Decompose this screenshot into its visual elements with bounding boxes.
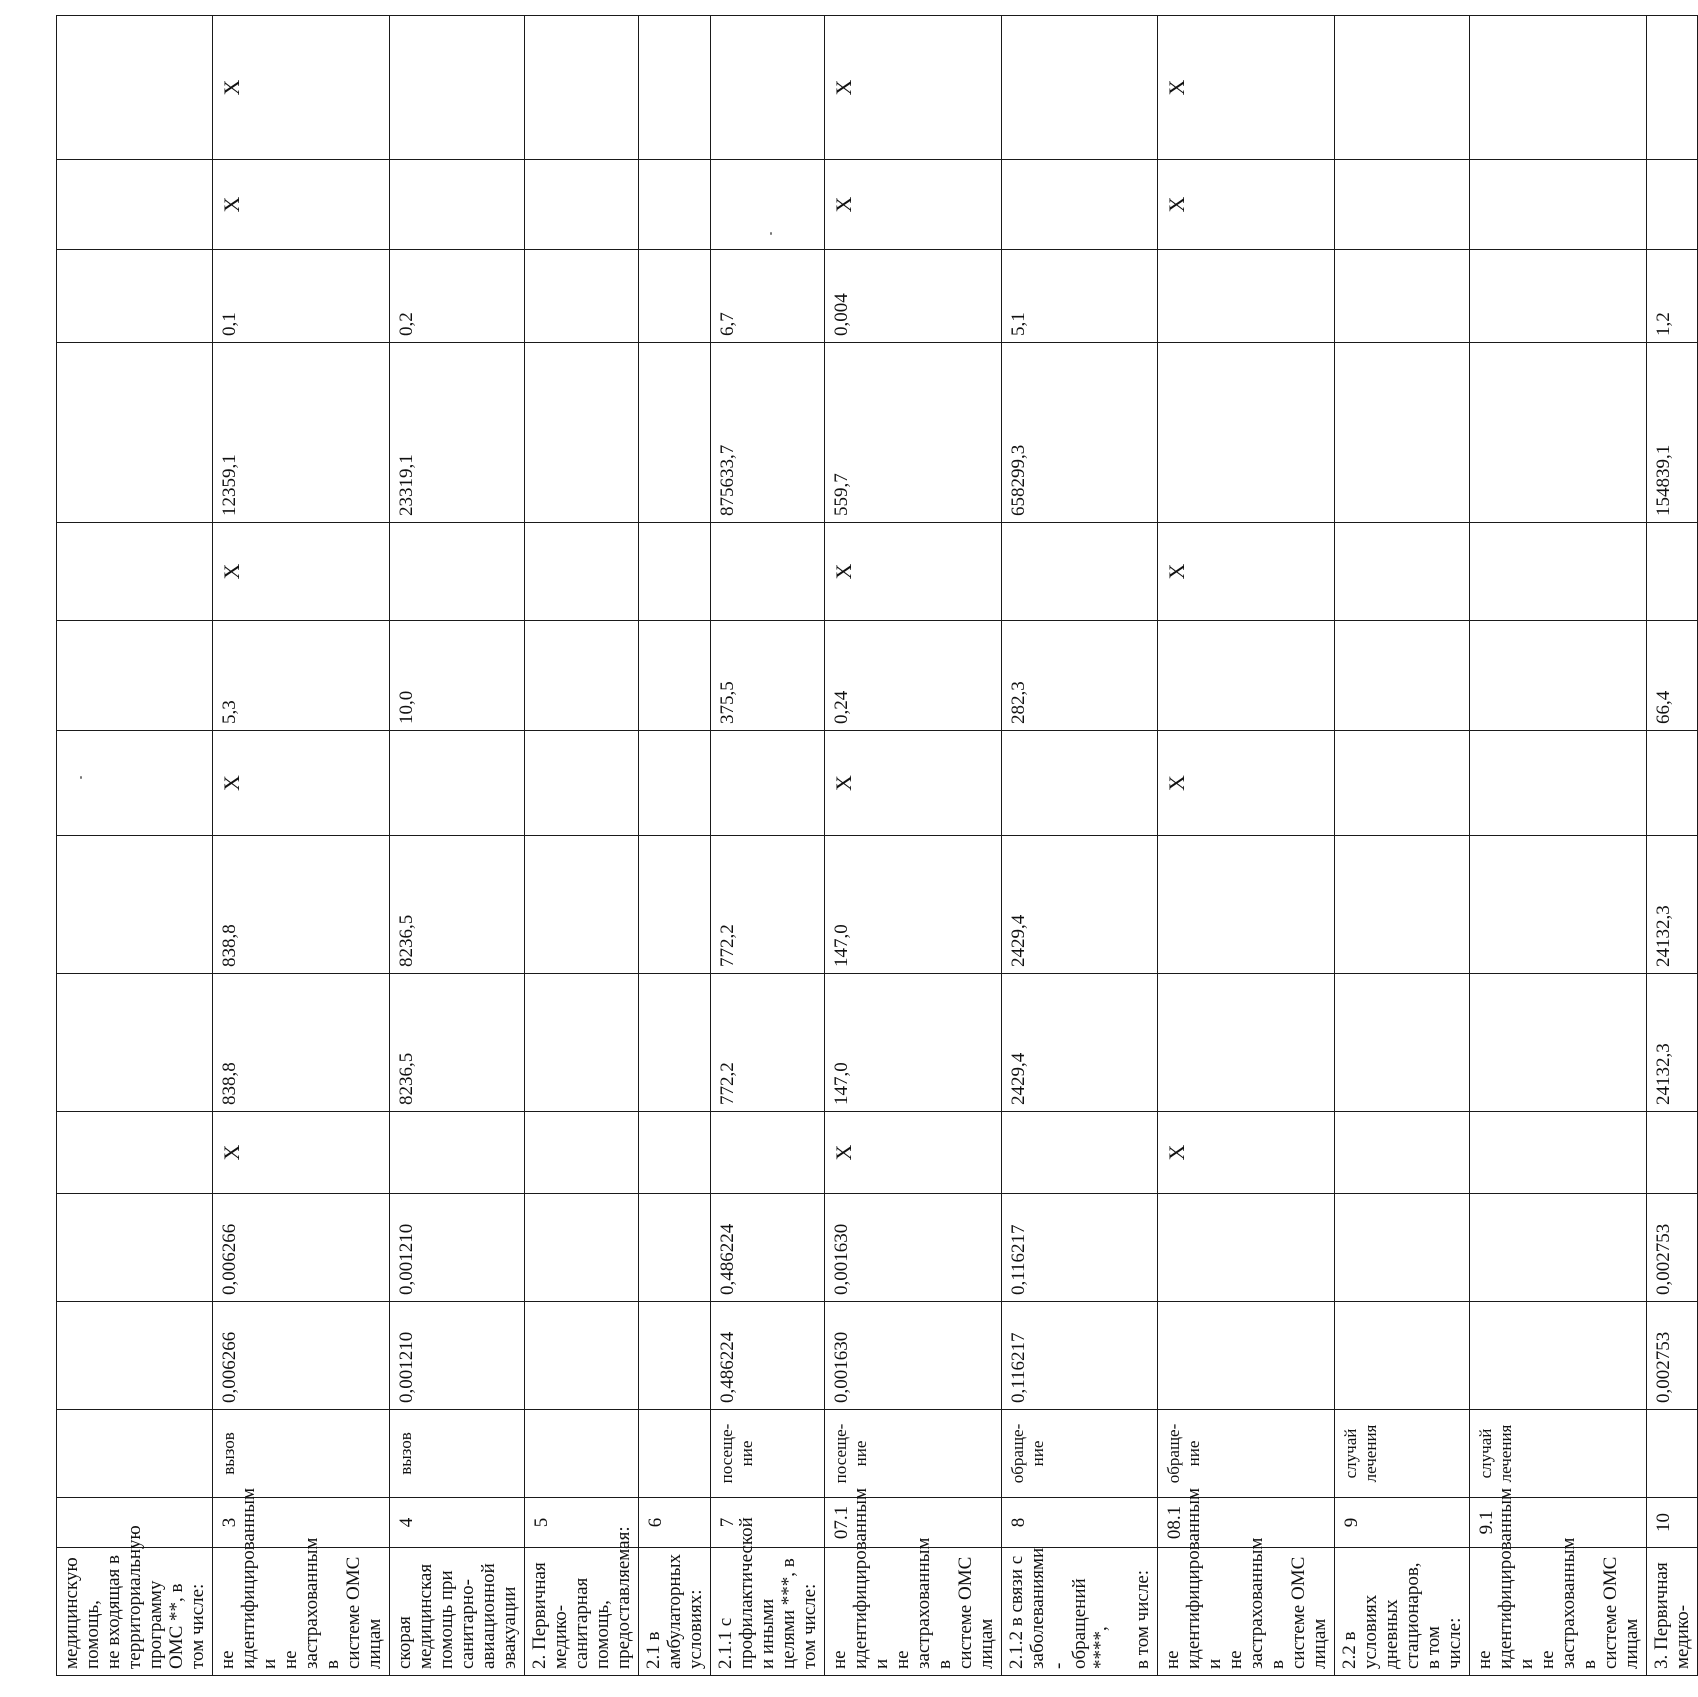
- value-cell: 12359,1: [213, 343, 390, 523]
- row-number: 10: [1647, 1498, 1698, 1548]
- value-cell: 0,002753: [1647, 1302, 1698, 1410]
- value-cell: [1335, 1112, 1470, 1194]
- value-cell: 0,1: [213, 250, 390, 343]
- value-cell: 24132,3: [1647, 974, 1698, 1112]
- table-row: [1647, 16, 1698, 1676]
- value-cell: 2429,4: [1002, 974, 1158, 1112]
- value-cell: 10,0: [390, 621, 525, 731]
- value-cell: 5,3: [213, 621, 390, 731]
- value-cell: 0,004: [825, 250, 1002, 343]
- value-cell: [1470, 1112, 1647, 1194]
- value-cell: X: [213, 731, 390, 836]
- value-cell: X: [1158, 523, 1335, 621]
- table-row: [1335, 16, 1470, 1676]
- value-cell: 147,0: [825, 836, 1002, 974]
- value-cell: [57, 731, 213, 836]
- value-cell: [1335, 974, 1470, 1112]
- value-cell: 0,486224: [711, 1302, 825, 1410]
- value-cell: 23319,1: [390, 343, 525, 523]
- unit-cell: обраще- ние: [1158, 1410, 1335, 1498]
- value-cell: 0,24: [825, 621, 1002, 731]
- unit-cell: случай лечения: [1470, 1410, 1647, 1498]
- table-row: [711, 16, 825, 1676]
- value-cell: 0,001210: [390, 1302, 525, 1410]
- row-number: 08.1: [1158, 1498, 1335, 1548]
- table-row: [390, 16, 525, 1676]
- value-cell: 282,3: [1002, 621, 1158, 731]
- value-cell: [525, 250, 639, 343]
- value-cell: X: [213, 1112, 390, 1194]
- row-name: не идентифицированным и не застрахованным в системе ОМС лицам: [825, 1548, 1002, 1676]
- value-cell: [1647, 16, 1698, 160]
- value-cell: [57, 974, 213, 1112]
- value-cell: [639, 16, 711, 160]
- value-cell: [639, 731, 711, 836]
- value-cell: 0,001630: [825, 1302, 1002, 1410]
- row-number: 4: [390, 1498, 525, 1548]
- value-cell: [1647, 160, 1698, 250]
- value-cell: [1002, 16, 1158, 160]
- value-cell: [1470, 731, 1647, 836]
- value-cell: 66,4: [1647, 621, 1698, 731]
- value-cell: [639, 343, 711, 523]
- value-cell: [525, 16, 639, 160]
- value-cell: X: [825, 160, 1002, 250]
- row-name: 2. Первичная медико- санитарная помощь, предоставляемая:: [525, 1548, 639, 1676]
- value-cell: [525, 836, 639, 974]
- table-row: [639, 16, 711, 1676]
- value-cell: [711, 731, 825, 836]
- value-cell: [1158, 343, 1335, 523]
- value-cell: [57, 343, 213, 523]
- value-cell: [1470, 1194, 1647, 1302]
- value-cell: [639, 1112, 711, 1194]
- value-cell: [390, 731, 525, 836]
- value-cell: 658299,3: [1002, 343, 1158, 523]
- value-cell: [1158, 836, 1335, 974]
- value-cell: [1647, 523, 1698, 621]
- value-cell: [1335, 836, 1470, 974]
- value-cell: [57, 523, 213, 621]
- value-cell: [57, 160, 213, 250]
- value-cell: [525, 160, 639, 250]
- table-row: [1470, 16, 1647, 1676]
- value-cell: [1002, 1112, 1158, 1194]
- rotated-table-page: [56, 16, 1693, 1676]
- value-cell: 0,2: [390, 250, 525, 343]
- value-cell: [639, 160, 711, 250]
- value-cell: 559,7: [825, 343, 1002, 523]
- value-cell: 2429,4: [1002, 836, 1158, 974]
- value-cell: [390, 523, 525, 621]
- value-cell: [1002, 160, 1158, 250]
- value-cell: 154839,1: [1647, 343, 1698, 523]
- value-cell: X: [213, 523, 390, 621]
- value-cell: [1335, 523, 1470, 621]
- row-number: 07.1: [825, 1498, 1002, 1548]
- table-row: [1002, 16, 1158, 1676]
- value-cell: [57, 621, 213, 731]
- value-cell: [1335, 621, 1470, 731]
- unit-cell: посеще- ние: [711, 1410, 825, 1498]
- value-cell: [57, 16, 213, 160]
- value-cell: [639, 1302, 711, 1410]
- unit-cell: [525, 1410, 639, 1498]
- unit-cell: вызов: [390, 1410, 525, 1498]
- value-cell: [1335, 250, 1470, 343]
- value-cell: 0,001630: [825, 1194, 1002, 1302]
- row-name: 2.2 в условиях дневных стационаров, в том числе:: [1335, 1548, 1470, 1676]
- value-cell: [390, 1112, 525, 1194]
- value-cell: X: [825, 16, 1002, 160]
- value-cell: [1470, 836, 1647, 974]
- row-name: не идентифицированным и не застрахованным в системе ОМС лицам: [1158, 1548, 1335, 1676]
- value-cell: [1470, 16, 1647, 160]
- value-cell: [1335, 731, 1470, 836]
- row-name: 2.1.1 с профилактической и иными целями ***, в том числе:: [711, 1548, 825, 1676]
- value-cell: [57, 250, 213, 343]
- value-cell: X: [1158, 1112, 1335, 1194]
- value-cell: [1158, 1302, 1335, 1410]
- value-cell: 0,006266: [213, 1194, 390, 1302]
- value-cell: 8236,5: [390, 836, 525, 974]
- value-cell: [390, 160, 525, 250]
- value-cell: [711, 523, 825, 621]
- value-cell: [1335, 16, 1470, 160]
- value-cell: [1470, 343, 1647, 523]
- value-cell: 147,0: [825, 974, 1002, 1112]
- row-name: не идентифицированным и не застрахованным в системе ОМС лицам: [1470, 1548, 1647, 1676]
- value-cell: [1470, 621, 1647, 731]
- value-cell: 0,006266: [213, 1302, 390, 1410]
- value-cell: [57, 1112, 213, 1194]
- row-number: 6: [639, 1498, 711, 1548]
- unit-cell: [57, 1410, 213, 1498]
- value-cell: [1002, 523, 1158, 621]
- value-cell: [1470, 160, 1647, 250]
- value-cell: 772,2: [711, 836, 825, 974]
- table-row: [213, 16, 390, 1676]
- value-cell: [1470, 250, 1647, 343]
- row-name: 2.1 в амбулаторных условиях:: [639, 1548, 711, 1676]
- value-cell: 838,8: [213, 974, 390, 1112]
- value-cell: [525, 731, 639, 836]
- value-cell: 24132,3: [1647, 836, 1698, 974]
- value-cell: [1158, 621, 1335, 731]
- value-cell: 0,001210: [390, 1194, 525, 1302]
- value-cell: [1647, 731, 1698, 836]
- unit-cell: обраще- ние: [1002, 1410, 1158, 1498]
- value-cell: 6,7: [711, 250, 825, 343]
- value-cell: X: [825, 523, 1002, 621]
- value-cell: [525, 1112, 639, 1194]
- value-cell: [1158, 1194, 1335, 1302]
- row-name: 2.1.2 в связи с заболеваниями - обращений ****, в том числе:: [1002, 1548, 1158, 1676]
- value-cell: [639, 250, 711, 343]
- value-cell: 375,5: [711, 621, 825, 731]
- value-cell: [1158, 250, 1335, 343]
- value-cell: [525, 1194, 639, 1302]
- unit-cell: вызов: [213, 1410, 390, 1498]
- medical-assistance-table: [56, 15, 1698, 1676]
- table-row: [1158, 16, 1335, 1676]
- value-cell: X: [213, 160, 390, 250]
- unit-cell: [639, 1410, 711, 1498]
- value-cell: [1470, 1302, 1647, 1410]
- value-cell: 1,2: [1647, 250, 1698, 343]
- value-cell: [57, 836, 213, 974]
- value-cell: [525, 1302, 639, 1410]
- value-cell: [1335, 1302, 1470, 1410]
- row-name: не идентифицированным и не застрахованным в системе ОМС лицам: [213, 1548, 390, 1676]
- scan-speck: [80, 776, 82, 779]
- value-cell: [57, 1302, 213, 1410]
- row-number: 7: [711, 1498, 825, 1548]
- row-number: 5: [525, 1498, 639, 1548]
- table-body: [57, 16, 1698, 1676]
- value-cell: 8236,5: [390, 974, 525, 1112]
- unit-cell: посеще- ние: [825, 1410, 1002, 1498]
- value-cell: 0,486224: [711, 1194, 825, 1302]
- value-cell: [1002, 731, 1158, 836]
- value-cell: [525, 523, 639, 621]
- table-row: [525, 16, 639, 1676]
- value-cell: X: [825, 731, 1002, 836]
- value-cell: 772,2: [711, 974, 825, 1112]
- unit-cell: [1647, 1410, 1698, 1498]
- value-cell: X: [1158, 160, 1335, 250]
- row-name: 3. Первичная медико-: [1647, 1548, 1698, 1676]
- value-cell: X: [1158, 731, 1335, 836]
- unit-cell: случай лечения: [1335, 1410, 1470, 1498]
- value-cell: [1647, 1112, 1698, 1194]
- value-cell: [639, 621, 711, 731]
- value-cell: [57, 1194, 213, 1302]
- value-cell: 0,116217: [1002, 1194, 1158, 1302]
- value-cell: [525, 974, 639, 1112]
- value-cell: [1335, 1194, 1470, 1302]
- value-cell: 0,116217: [1002, 1302, 1158, 1410]
- value-cell: [1335, 343, 1470, 523]
- table-row: [57, 16, 213, 1676]
- value-cell: [711, 160, 825, 250]
- value-cell: [639, 1194, 711, 1302]
- row-number: 8: [1002, 1498, 1158, 1548]
- value-cell: [390, 16, 525, 160]
- row-number: 9.1: [1470, 1498, 1647, 1548]
- value-cell: [525, 621, 639, 731]
- value-cell: [1470, 523, 1647, 621]
- value-cell: [639, 523, 711, 621]
- row-name: медицинскую помощь, не входящая в территориальную программу ОМС **, в том числе:: [57, 1548, 213, 1676]
- value-cell: [1470, 974, 1647, 1112]
- value-cell: [639, 836, 711, 974]
- value-cell: [639, 974, 711, 1112]
- value-cell: 0,002753: [1647, 1194, 1698, 1302]
- row-name: скорая медицинская помощь при санитарно- авиационной эвакуации: [390, 1548, 525, 1676]
- value-cell: [525, 343, 639, 523]
- value-cell: X: [1158, 16, 1335, 160]
- row-number: 9: [1335, 1498, 1470, 1548]
- value-cell: [1335, 160, 1470, 250]
- value-cell: [1158, 974, 1335, 1112]
- value-cell: 5,1: [1002, 250, 1158, 343]
- table-row: [825, 16, 1002, 1676]
- value-cell: X: [825, 1112, 1002, 1194]
- value-cell: 875633,7: [711, 343, 825, 523]
- value-cell: [711, 16, 825, 160]
- value-cell: 838,8: [213, 836, 390, 974]
- value-cell: X: [213, 16, 390, 160]
- row-number: 3: [213, 1498, 390, 1548]
- scan-speck: [770, 232, 772, 235]
- value-cell: [711, 1112, 825, 1194]
